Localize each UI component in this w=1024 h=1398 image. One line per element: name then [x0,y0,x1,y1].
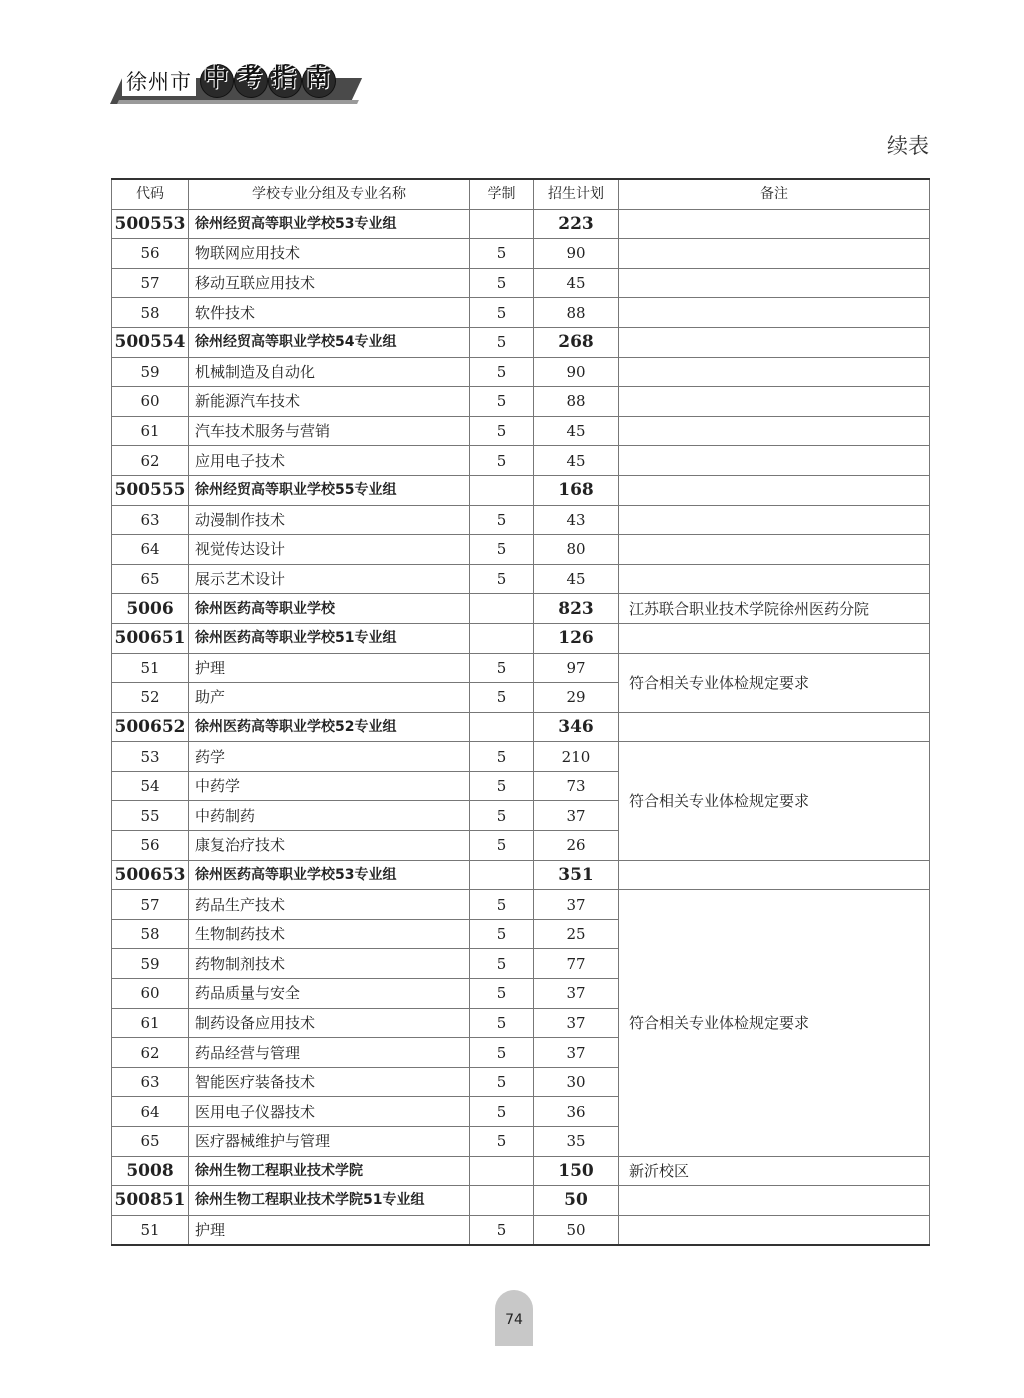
cell-years: 5 [470,327,534,357]
cell-note [619,357,930,387]
cell-note [619,298,930,328]
logo-char-2: 考 [237,63,263,92]
cell-years: 5 [470,268,534,298]
logo-char-1: 中 [203,63,229,92]
table-group-row [112,475,930,505]
table-group-row [112,1156,930,1186]
cell-years: 5 [470,771,534,801]
cell-code: 500851 [112,1186,189,1216]
cell-years: 5 [470,1127,534,1157]
cell-name: 新能源汽车技术 [189,387,470,417]
cell-name: 徐州经贸高等职业学校55专业组 [189,475,470,505]
cell-plan: 150 [534,1156,619,1186]
cell-plan: 35 [534,1127,619,1157]
cell-plan: 43 [534,505,619,535]
cell-name: 徐州经贸高等职业学校53专业组 [189,209,470,239]
cell-note: 符合相关专业体检规定要求 [619,890,930,1156]
table-group-row [112,712,930,742]
cell-code: 51 [112,653,189,683]
cell-code: 500653 [112,860,189,890]
cell-plan: 45 [534,416,619,446]
cell-name: 徐州医药高等职业学校51专业组 [189,623,470,653]
cell-name: 助产 [189,683,470,713]
cell-code: 59 [112,357,189,387]
cell-code: 500555 [112,475,189,505]
cell-plan: 25 [534,919,619,949]
cell-name: 药品质量与安全 [189,979,470,1009]
table-group-row [112,209,930,239]
cell-plan: 45 [534,268,619,298]
cell-plan: 45 [534,446,619,476]
table-group-row [112,1186,930,1216]
cell-plan: 346 [534,712,619,742]
cell-plan: 168 [534,475,619,505]
logo-bar-shadow [117,100,359,104]
continuation-label: 续表 [887,134,929,158]
cell-note [619,387,930,417]
cell-name: 应用电子技术 [189,446,470,476]
cell-years: 5 [470,742,534,772]
cell-code: 57 [112,268,189,298]
table-row [112,505,930,535]
cell-plan: 73 [534,771,619,801]
cell-name: 徐州医药高等职业学校 [189,594,470,624]
logo-char-3: 指 [271,63,297,92]
cell-years [470,209,534,239]
cell-note [619,327,930,357]
cell-name: 徐州生物工程职业技术学院 [189,1156,470,1186]
cell-code: 64 [112,1097,189,1127]
logo-char-4: 南 [305,63,331,92]
cell-code: 54 [112,771,189,801]
cell-name: 徐州生物工程职业技术学院51专业组 [189,1186,470,1216]
cell-name: 医疗器械维护与管理 [189,1127,470,1157]
cell-code: 500651 [112,623,189,653]
cell-name: 徐州医药高等职业学校52专业组 [189,712,470,742]
cell-code: 59 [112,949,189,979]
table-row [112,564,930,594]
cell-note [619,209,930,239]
cell-plan: 77 [534,949,619,979]
logo-city: 徐州市 [122,68,196,96]
cell-code: 62 [112,1038,189,1068]
cell-note [619,623,930,653]
cell-note [619,1215,930,1245]
cell-plan: 351 [534,860,619,890]
cell-years: 5 [470,239,534,269]
table-row [112,387,930,417]
table-row [112,890,930,920]
cell-code: 500553 [112,209,189,239]
cell-code: 500652 [112,712,189,742]
cell-name: 徐州医药高等职业学校53专业组 [189,860,470,890]
cell-years [470,712,534,742]
header-code: 代码 [112,179,189,209]
table-header-row [112,179,930,209]
cell-years: 5 [470,446,534,476]
table-row [112,653,930,683]
cell-note: 新沂校区 [619,1156,930,1186]
cell-code: 60 [112,979,189,1009]
cell-years: 5 [470,357,534,387]
cell-code: 56 [112,239,189,269]
table-body [112,209,930,1245]
cell-plan: 36 [534,1097,619,1127]
header-years: 学制 [470,179,534,209]
table-row [112,239,930,269]
cell-name: 制药设备应用技术 [189,1008,470,1038]
cell-code: 65 [112,564,189,594]
cell-note [619,475,930,505]
cell-code: 62 [112,446,189,476]
enrollment-table [111,178,930,1246]
cell-years [470,1186,534,1216]
cell-note [619,268,930,298]
cell-note [619,535,930,565]
cell-name: 药品生产技术 [189,890,470,920]
cell-years: 5 [470,801,534,831]
cell-name: 护理 [189,653,470,683]
cell-plan: 50 [534,1215,619,1245]
cell-code: 500554 [112,327,189,357]
cell-note [619,505,930,535]
table-group-row [112,860,930,890]
cell-years: 5 [470,1097,534,1127]
cell-years: 5 [470,416,534,446]
cell-code: 52 [112,683,189,713]
cell-name: 智能医疗装备技术 [189,1067,470,1097]
cell-note: 符合相关专业体检规定要求 [619,742,930,860]
table-row [112,535,930,565]
table-row [112,357,930,387]
cell-plan: 210 [534,742,619,772]
table-row [112,1215,930,1245]
cell-plan: 29 [534,683,619,713]
cell-name: 生物制药技术 [189,919,470,949]
cell-note [619,860,930,890]
cell-code: 60 [112,387,189,417]
cell-plan: 90 [534,239,619,269]
cell-years: 5 [470,890,534,920]
cell-code: 5008 [112,1156,189,1186]
header-note: 备注 [619,179,930,209]
cell-plan: 88 [534,298,619,328]
table-group-row [112,594,930,624]
cell-name: 软件技术 [189,298,470,328]
cell-plan: 88 [534,387,619,417]
cell-years: 5 [470,387,534,417]
cell-name: 药品经营与管理 [189,1038,470,1068]
cell-code: 64 [112,535,189,565]
table-group-row [112,623,930,653]
cell-years: 5 [470,1215,534,1245]
cell-years [470,594,534,624]
header-plan: 招生计划 [534,179,619,209]
cell-code: 61 [112,416,189,446]
cell-name: 护理 [189,1215,470,1245]
cell-years: 5 [470,1038,534,1068]
cell-years [470,475,534,505]
cell-plan: 37 [534,1008,619,1038]
cell-years: 5 [470,683,534,713]
cell-plan: 37 [534,979,619,1009]
cell-name: 徐州经贸高等职业学校54专业组 [189,327,470,357]
cell-code: 5006 [112,594,189,624]
table-row [112,416,930,446]
cell-plan: 126 [534,623,619,653]
cell-note: 江苏联合职业技术学院徐州医药分院 [619,594,930,624]
cell-name: 药学 [189,742,470,772]
cell-note [619,239,930,269]
cell-plan: 26 [534,831,619,861]
cell-name: 汽车技术服务与营销 [189,416,470,446]
cell-name: 机械制造及自动化 [189,357,470,387]
cell-name: 中药制药 [189,801,470,831]
cell-note [619,564,930,594]
cell-years: 5 [470,564,534,594]
table-row [112,446,930,476]
cell-name: 医用电子仪器技术 [189,1097,470,1127]
cell-name: 物联网应用技术 [189,239,470,269]
cell-name: 展示艺术设计 [189,564,470,594]
cell-name: 中药学 [189,771,470,801]
header-logo [110,58,355,108]
cell-years: 5 [470,653,534,683]
cell-plan: 97 [534,653,619,683]
table-row [112,298,930,328]
cell-code: 63 [112,505,189,535]
cell-note: 符合相关专业体检规定要求 [619,653,930,712]
cell-name: 视觉传达设计 [189,535,470,565]
cell-plan: 30 [534,1067,619,1097]
cell-code: 61 [112,1008,189,1038]
cell-code: 63 [112,1067,189,1097]
cell-code: 51 [112,1215,189,1245]
cell-plan: 223 [534,209,619,239]
cell-code: 58 [112,919,189,949]
cell-note [619,712,930,742]
cell-years: 5 [470,1067,534,1097]
cell-name: 动漫制作技术 [189,505,470,535]
cell-code: 55 [112,801,189,831]
cell-plan: 823 [534,594,619,624]
cell-code: 53 [112,742,189,772]
cell-code: 57 [112,890,189,920]
cell-years: 5 [470,298,534,328]
cell-name: 药物制剂技术 [189,949,470,979]
cell-code: 65 [112,1127,189,1157]
cell-plan: 45 [534,564,619,594]
cell-note [619,416,930,446]
cell-plan: 268 [534,327,619,357]
cell-plan: 37 [534,1038,619,1068]
cell-name: 康复治疗技术 [189,831,470,861]
cell-years: 5 [470,1008,534,1038]
cell-years [470,1156,534,1186]
cell-years [470,623,534,653]
cell-years: 5 [470,831,534,861]
cell-plan: 50 [534,1186,619,1216]
header-name: 学校专业分组及专业名称 [189,179,470,209]
page-number: 74 [495,1290,533,1346]
cell-years: 5 [470,979,534,1009]
cell-name: 移动互联应用技术 [189,268,470,298]
cell-plan: 37 [534,890,619,920]
cell-code: 56 [112,831,189,861]
cell-years: 5 [470,919,534,949]
table-group-row [112,327,930,357]
table-row [112,268,930,298]
cell-plan: 90 [534,357,619,387]
cell-years: 5 [470,535,534,565]
cell-note [619,1186,930,1216]
cell-years [470,860,534,890]
cell-years: 5 [470,505,534,535]
cell-plan: 37 [534,801,619,831]
cell-years: 5 [470,949,534,979]
table-row [112,742,930,772]
cell-code: 58 [112,298,189,328]
cell-plan: 80 [534,535,619,565]
cell-note [619,446,930,476]
